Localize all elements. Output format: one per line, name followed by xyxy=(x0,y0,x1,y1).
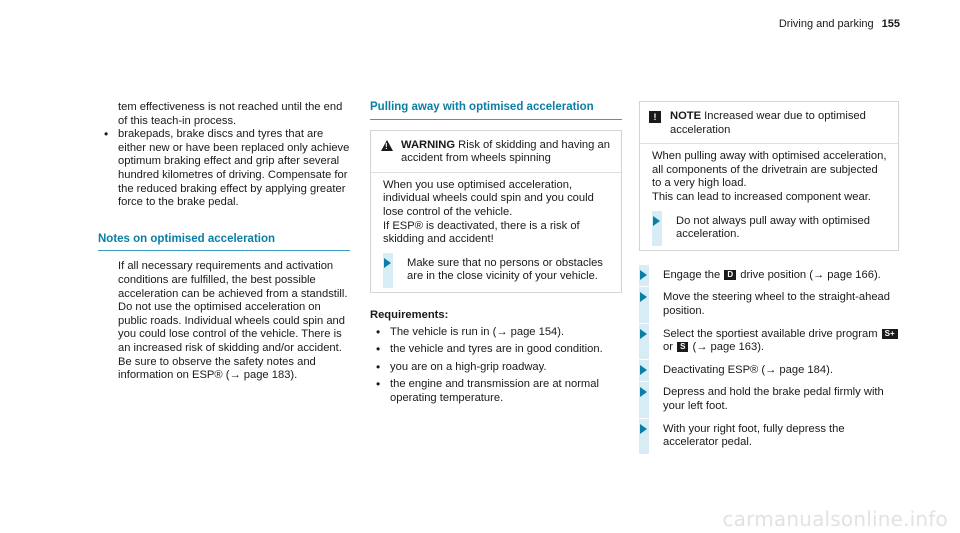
drive-position-d-icon: D xyxy=(724,270,736,280)
page-number: 155 xyxy=(881,18,900,30)
warning-text: When you use optimised acceleration, individual wheels could spin and you could lose control of the vehicle. xyxy=(383,178,594,218)
step-item: Deactivating ESP® (→ page 184). xyxy=(639,364,899,378)
note-action: Do not always pull away with optimised acceleration. xyxy=(652,215,888,242)
section-heading: Pulling away with optimised acceleration xyxy=(370,101,622,120)
note-header xyxy=(640,102,898,144)
note-label: NOTE xyxy=(670,110,702,122)
step-item: Depress and hold the brake pedal firmly with your left foot. xyxy=(639,386,899,413)
warning-header xyxy=(371,131,621,173)
requirement-item: • you are on a high-grip roadway. xyxy=(370,361,622,375)
notes-body xyxy=(98,260,350,382)
bullet-item: • brakepads, brake discs and tyres that are either new or have been replaced only achieve optimum braking effect and grip after several hundred kilometres of driving. Compensate for the reduced braking effect by applying greater force to the brake pedal. xyxy=(98,128,350,210)
step-item: Move the steering wheel to the straight-ahead position. xyxy=(639,291,899,318)
column-middle xyxy=(370,101,622,406)
step-item: Engage the D drive position (→ page 166). xyxy=(639,269,899,283)
note-exclamation-icon: ! xyxy=(649,111,661,123)
note-title: Increased wear due to optimised acceleration xyxy=(670,110,866,136)
requirement-item: • the engine and transmission are at normal operating temperature. xyxy=(370,378,622,405)
section-heading: Notes on optimised acceleration xyxy=(98,233,350,252)
sport-program-icon: S xyxy=(677,342,688,352)
sport-plus-program-icon: S+ xyxy=(882,329,898,339)
warning-label: WARNING xyxy=(401,138,456,151)
step-arrow-icon xyxy=(640,270,647,280)
step-arrow-icon xyxy=(640,424,647,434)
watermark-text: carmanualsonline.info xyxy=(722,507,948,532)
requirements-list xyxy=(370,326,622,406)
section-title: Driving and parking xyxy=(778,18,874,30)
warning-body xyxy=(371,173,621,292)
step-arrow-icon xyxy=(640,329,647,339)
note-text: This can lead to increased component wear. xyxy=(652,190,871,203)
step-arrow-icon xyxy=(640,365,647,375)
column-right xyxy=(639,101,899,450)
warning-box xyxy=(370,130,622,293)
requirement-item: • the vehicle and tyres are in good condition. xyxy=(370,343,622,357)
note-box xyxy=(639,101,899,251)
step-arrow-icon xyxy=(640,387,647,397)
paragraph: If all necessary requirements and activation conditions are fulfilled, the best possible acceleration can be achieved from a standstill. xyxy=(118,260,348,300)
note-body xyxy=(640,144,898,250)
paragraph: Do not use the optimised acceleration on public roads. Individual wheels could spin and you could lose control of the vehicle. There is an increased risk of skidding and/or accident. xyxy=(118,301,346,354)
warning-triangle-icon xyxy=(381,140,393,151)
requirements-heading: Requirements: xyxy=(370,308,449,321)
step-item: With your right foot, fully depress the accelerator pedal. xyxy=(639,423,899,450)
requirement-item: • The vehicle is run in (→ page 154). xyxy=(370,326,622,340)
instruction-steps xyxy=(639,269,899,450)
bullet-list xyxy=(98,128,350,210)
warning-text: If ESP® is deactivated, there is a risk of skidding and accident! xyxy=(383,219,580,246)
warning-action: Make sure that no persons or obstacles are in the close vicinity of your vehicle. xyxy=(383,257,611,284)
paragraph: Be sure to observe the safety notes and information on ESP® (→ page 183). xyxy=(118,355,316,382)
running-header xyxy=(779,18,900,32)
note-text: When pulling away with optimised acceleration, all components of the drivetrain are subjected to a very high load. xyxy=(652,150,887,190)
continued-text: tem effectiveness is not reached until the end of this teach-in process. xyxy=(118,101,343,127)
action-arrow-icon xyxy=(384,258,391,268)
warning-title: Risk of skidding and having an accident from wheels spinning xyxy=(401,138,610,165)
action-arrow-icon xyxy=(653,216,660,226)
column-left xyxy=(98,101,350,383)
step-item: Select the sportiest available drive program S+ or S (→ page 163). xyxy=(639,328,899,355)
step-arrow-icon xyxy=(640,292,647,302)
